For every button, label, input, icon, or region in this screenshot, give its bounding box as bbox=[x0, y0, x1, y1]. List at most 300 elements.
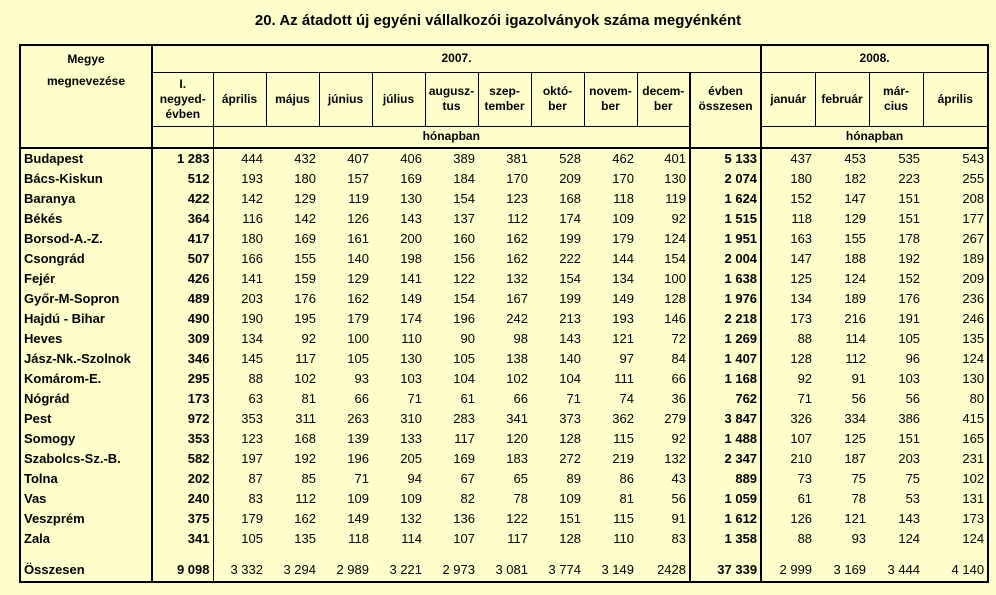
value-cell: 122 bbox=[453, 271, 475, 286]
value-cell: 173 bbox=[923, 509, 988, 529]
value-cell: 128 bbox=[559, 531, 581, 546]
value-cell: 283 bbox=[453, 411, 475, 426]
county-name: Szabolcs-Sz.-B. bbox=[20, 449, 152, 469]
value-cell: 147 bbox=[844, 191, 867, 206]
value-cell: 71 bbox=[566, 391, 581, 406]
table-row bbox=[20, 148, 988, 169]
spacer-cell bbox=[425, 549, 478, 559]
value-cell: 97 bbox=[619, 351, 634, 366]
total-value-cell: 2 989 bbox=[319, 559, 372, 582]
table-row bbox=[20, 389, 988, 409]
value-cell: 90 bbox=[460, 331, 475, 346]
value-cell: 124 bbox=[898, 531, 921, 546]
value-cell: 169 bbox=[294, 231, 316, 246]
value-cell: 133 bbox=[400, 431, 422, 446]
county-header bbox=[20, 45, 152, 72]
total-value-cell: 2 999 bbox=[761, 559, 815, 582]
month-header-text: tember bbox=[484, 99, 525, 113]
value-cell: 142 bbox=[294, 211, 316, 226]
value-cell: 353 bbox=[241, 411, 263, 426]
value-cell: 191 bbox=[898, 311, 921, 326]
month-header-text: ber bbox=[601, 99, 620, 113]
month-header-text: I. bbox=[179, 76, 187, 91]
month-header-text: decem- bbox=[642, 84, 685, 98]
county-name: Zala bbox=[20, 529, 152, 549]
value-cell: 407 bbox=[347, 151, 369, 166]
value-cell: 73 bbox=[797, 471, 813, 486]
spacer-cell bbox=[152, 549, 213, 559]
month-header-text: ber bbox=[548, 99, 567, 113]
value-cell: 71 bbox=[354, 471, 369, 486]
value-cell: 159 bbox=[294, 271, 316, 286]
value-cell: 102 bbox=[294, 371, 316, 386]
value-cell: 132 bbox=[664, 451, 686, 466]
value-cell: 142 bbox=[241, 191, 263, 206]
spacer-cell bbox=[319, 549, 372, 559]
value-cell: 105 bbox=[898, 331, 921, 346]
value-cell: 111 bbox=[614, 371, 634, 386]
value-cell: 762 bbox=[690, 389, 761, 409]
table-header bbox=[20, 45, 988, 148]
value-cell: 119 bbox=[665, 191, 686, 206]
value-cell: 1 283 bbox=[152, 148, 213, 169]
value-cell: 147 bbox=[790, 251, 813, 266]
value-cell: 1 059 bbox=[690, 489, 761, 509]
value-cell: 426 bbox=[152, 269, 213, 289]
value-cell: 203 bbox=[241, 291, 263, 306]
value-cell: 184 bbox=[453, 171, 475, 186]
county-name: Veszprém bbox=[20, 509, 152, 529]
value-cell: 88 bbox=[248, 371, 263, 386]
county-name: Komárom-E. bbox=[20, 369, 152, 389]
value-cell: 326 bbox=[790, 411, 813, 426]
value-cell: 143 bbox=[559, 331, 581, 346]
county-name: Somogy bbox=[20, 429, 152, 449]
value-cell: 109 bbox=[559, 491, 581, 506]
value-cell: 110 bbox=[613, 531, 634, 546]
value-cell: 124 bbox=[844, 271, 867, 286]
value-cell: 140 bbox=[347, 251, 369, 266]
value-cell: 444 bbox=[241, 151, 263, 166]
value-cell: 141 bbox=[241, 271, 263, 286]
value-cell: 582 bbox=[152, 449, 213, 469]
value-cell: 1 976 bbox=[690, 289, 761, 309]
value-cell: 375 bbox=[152, 509, 213, 529]
value-cell: 130 bbox=[923, 369, 988, 389]
value-cell: 65 bbox=[513, 471, 528, 486]
month-header-text: május bbox=[275, 91, 310, 106]
county-header-line2: megnevezése bbox=[46, 74, 126, 88]
value-cell: 422 bbox=[152, 189, 213, 209]
value-cell: 154 bbox=[664, 251, 686, 266]
value-cell: 198 bbox=[400, 251, 422, 266]
county-name: Baranya bbox=[20, 189, 152, 209]
value-cell: 92 bbox=[797, 371, 813, 386]
table-row bbox=[20, 329, 988, 349]
value-cell: 263 bbox=[347, 411, 369, 426]
value-cell: 173 bbox=[152, 389, 213, 409]
total-row bbox=[20, 559, 988, 582]
table-row bbox=[20, 289, 988, 309]
county-name: Budapest bbox=[20, 148, 152, 169]
value-cell: 242 bbox=[506, 311, 528, 326]
total-value-cell: 3 294 bbox=[266, 559, 319, 582]
value-cell: 86 bbox=[619, 471, 634, 486]
value-cell: 130 bbox=[400, 191, 422, 206]
value-cell: 128 bbox=[664, 291, 686, 306]
value-cell: 180 bbox=[241, 231, 263, 246]
value-cell: 120 bbox=[506, 431, 528, 446]
value-cell: 56 bbox=[905, 391, 921, 406]
value-cell: 199 bbox=[559, 231, 581, 246]
county-name: Bács-Kiskun bbox=[20, 169, 152, 189]
value-cell: 83 bbox=[248, 491, 263, 506]
total-value-cell: 3 149 bbox=[584, 559, 637, 582]
value-cell: 84 bbox=[671, 351, 686, 366]
spacer-cell bbox=[478, 549, 531, 559]
value-cell: 151 bbox=[898, 191, 921, 206]
value-cell: 102 bbox=[923, 469, 988, 489]
year-2007-header: 2007. bbox=[152, 45, 761, 72]
value-cell: 432 bbox=[294, 151, 316, 166]
spacer-cell bbox=[815, 549, 869, 559]
value-cell: 125 bbox=[844, 431, 867, 446]
value-cell: 83 bbox=[671, 531, 686, 546]
value-cell: 437 bbox=[790, 151, 813, 166]
value-cell: 140 bbox=[559, 351, 581, 366]
month-header-2007-9 bbox=[637, 72, 690, 126]
value-cell: 213 bbox=[559, 311, 581, 326]
value-cell: 130 bbox=[400, 351, 422, 366]
value-cell: 141 bbox=[400, 271, 422, 286]
value-cell: 415 bbox=[923, 409, 988, 429]
value-cell: 535 bbox=[898, 151, 921, 166]
year-total-header bbox=[690, 72, 761, 126]
table-row bbox=[20, 269, 988, 289]
value-cell: 143 bbox=[898, 511, 921, 526]
value-cell: 490 bbox=[152, 309, 213, 329]
value-cell: 118 bbox=[613, 191, 634, 206]
value-cell: 310 bbox=[400, 411, 422, 426]
value-cell: 1 612 bbox=[690, 509, 761, 529]
value-cell: 178 bbox=[898, 231, 921, 246]
value-cell: 71 bbox=[797, 391, 813, 406]
value-cell: 109 bbox=[400, 491, 422, 506]
value-cell: 92 bbox=[671, 431, 686, 446]
month-header-2007-0 bbox=[152, 72, 213, 126]
value-cell: 117 bbox=[454, 431, 475, 446]
value-cell: 81 bbox=[301, 391, 316, 406]
month-header-text: augusz- bbox=[428, 84, 475, 98]
value-cell: 43 bbox=[671, 471, 686, 486]
month-header-text: októ- bbox=[542, 84, 573, 98]
value-cell: 128 bbox=[790, 351, 813, 366]
total-value-cell: 3 081 bbox=[478, 559, 531, 582]
value-cell: 130 bbox=[664, 171, 686, 186]
value-cell: 96 bbox=[905, 351, 921, 366]
spacer-cell bbox=[531, 549, 584, 559]
value-cell: 179 bbox=[347, 311, 369, 326]
county-name: Győr-M-Sopron bbox=[20, 289, 152, 309]
value-cell: 157 bbox=[347, 171, 369, 186]
spacer-cell bbox=[923, 549, 988, 559]
value-cell: 138 bbox=[506, 351, 528, 366]
value-cell: 170 bbox=[612, 171, 634, 186]
value-cell: 1 951 bbox=[690, 229, 761, 249]
value-cell: 116 bbox=[242, 211, 263, 226]
month-header-text: július bbox=[382, 91, 415, 106]
value-cell: 489 bbox=[152, 289, 213, 309]
value-cell: 85 bbox=[301, 471, 316, 486]
value-cell: 71 bbox=[407, 391, 422, 406]
value-cell: 81 bbox=[619, 491, 634, 506]
month-header-2007-5 bbox=[425, 72, 478, 126]
value-cell: 92 bbox=[671, 211, 686, 226]
value-cell: 223 bbox=[898, 171, 921, 186]
value-cell: 528 bbox=[559, 151, 581, 166]
month-header-text: negyed- bbox=[159, 91, 206, 106]
value-cell: 174 bbox=[559, 211, 581, 226]
value-cell: 255 bbox=[923, 169, 988, 189]
value-cell: 196 bbox=[453, 311, 475, 326]
table-row bbox=[20, 409, 988, 429]
month-header-text: tus bbox=[442, 99, 461, 113]
county-name: Vas bbox=[20, 489, 152, 509]
table-row bbox=[20, 249, 988, 269]
value-cell: 401 bbox=[664, 151, 686, 166]
county-name: Pest bbox=[20, 409, 152, 429]
value-cell: 114 bbox=[401, 531, 422, 546]
table-row bbox=[20, 449, 988, 469]
month-header-2007-3 bbox=[319, 72, 372, 126]
value-cell: 149 bbox=[612, 291, 634, 306]
value-cell: 124 bbox=[664, 231, 686, 246]
value-cell: 61 bbox=[797, 491, 813, 506]
value-cell: 189 bbox=[844, 291, 867, 306]
year-2008-header: 2008. bbox=[761, 45, 988, 72]
table-row bbox=[20, 369, 988, 389]
value-cell: 109 bbox=[347, 491, 369, 506]
value-cell: 102 bbox=[506, 371, 528, 386]
value-cell: 1 269 bbox=[690, 329, 761, 349]
statistics-table bbox=[19, 44, 989, 583]
value-cell: 462 bbox=[612, 151, 634, 166]
value-cell: 205 bbox=[400, 451, 422, 466]
value-cell: 240 bbox=[152, 489, 213, 509]
value-cell: 155 bbox=[844, 231, 867, 246]
value-cell: 163 bbox=[790, 231, 813, 246]
value-cell: 208 bbox=[923, 189, 988, 209]
value-cell: 346 bbox=[152, 349, 213, 369]
value-cell: 135 bbox=[294, 531, 316, 546]
value-cell: 197 bbox=[241, 451, 263, 466]
value-cell: 36 bbox=[671, 391, 686, 406]
table-body bbox=[20, 148, 988, 582]
value-cell: 134 bbox=[241, 331, 263, 346]
value-cell: 168 bbox=[559, 191, 581, 206]
table-row bbox=[20, 189, 988, 209]
value-cell: 187 bbox=[844, 451, 867, 466]
total-value-cell: 3 332 bbox=[213, 559, 266, 582]
month-header-text: már- bbox=[883, 84, 910, 98]
value-cell: 124 bbox=[923, 349, 988, 369]
value-cell: 117 bbox=[295, 351, 316, 366]
value-cell: 119 bbox=[348, 191, 369, 206]
value-cell: 1 638 bbox=[690, 269, 761, 289]
spacer-row bbox=[20, 549, 988, 559]
value-cell: 2 074 bbox=[690, 169, 761, 189]
month-header-2007-2 bbox=[266, 72, 319, 126]
value-cell: 222 bbox=[559, 251, 581, 266]
value-cell: 200 bbox=[400, 231, 422, 246]
county-name: Hajdú - Bihar bbox=[20, 309, 152, 329]
value-cell: 169 bbox=[400, 171, 422, 186]
value-cell: 180 bbox=[294, 171, 316, 186]
total-value-cell: 2428 bbox=[637, 559, 690, 582]
value-cell: 107 bbox=[453, 531, 475, 546]
value-cell: 136 bbox=[453, 511, 475, 526]
table-row bbox=[20, 429, 988, 449]
value-cell: 114 bbox=[845, 331, 867, 346]
value-cell: 134 bbox=[790, 291, 813, 306]
value-cell: 115 bbox=[613, 511, 634, 526]
table-row bbox=[20, 209, 988, 229]
value-cell: 2 218 bbox=[690, 309, 761, 329]
value-cell: 66 bbox=[354, 391, 369, 406]
value-cell: 66 bbox=[671, 371, 686, 386]
value-cell: 126 bbox=[347, 211, 369, 226]
table-row bbox=[20, 169, 988, 189]
month-header-text: cius bbox=[884, 99, 909, 113]
value-cell: 341 bbox=[152, 529, 213, 549]
spacer-cell bbox=[213, 549, 266, 559]
value-cell: 154 bbox=[559, 271, 581, 286]
month-header-text: április bbox=[937, 91, 973, 106]
value-cell: 149 bbox=[400, 291, 422, 306]
county-header-sub bbox=[20, 72, 152, 126]
unit-2007-label: hónapban bbox=[213, 126, 690, 148]
month-header-2007-1 bbox=[213, 72, 266, 126]
value-cell: 126 bbox=[790, 511, 813, 526]
month-header-2008-1 bbox=[815, 72, 869, 126]
total-value-cell: 4 140 bbox=[923, 559, 988, 582]
value-cell: 889 bbox=[690, 469, 761, 489]
value-cell: 168 bbox=[294, 431, 316, 446]
spacer-cell bbox=[690, 549, 761, 559]
value-cell: 309 bbox=[152, 329, 213, 349]
month-header-text: február bbox=[821, 91, 863, 106]
county-name: Békés bbox=[20, 209, 152, 229]
value-cell: 134 bbox=[612, 271, 634, 286]
value-cell: 88 bbox=[797, 331, 813, 346]
unit-2008-label: hónapban bbox=[761, 126, 988, 148]
value-cell: 311 bbox=[295, 411, 316, 426]
value-cell: 166 bbox=[241, 251, 263, 266]
value-cell: 165 bbox=[923, 429, 988, 449]
value-cell: 144 bbox=[612, 251, 634, 266]
value-cell: 193 bbox=[612, 311, 634, 326]
table-row bbox=[20, 509, 988, 529]
value-cell: 1 407 bbox=[690, 349, 761, 369]
value-cell: 93 bbox=[851, 531, 867, 546]
value-cell: 94 bbox=[407, 471, 422, 486]
total-value-cell: 3 221 bbox=[372, 559, 425, 582]
spacer-cell bbox=[20, 549, 152, 559]
value-cell: 267 bbox=[923, 229, 988, 249]
value-cell: 173 bbox=[790, 311, 813, 326]
month-header-2008-2 bbox=[869, 72, 923, 126]
value-cell: 125 bbox=[790, 271, 813, 286]
county-name: Csongrád bbox=[20, 249, 152, 269]
value-cell: 174 bbox=[400, 311, 422, 326]
value-cell: 137 bbox=[453, 211, 475, 226]
value-cell: 128 bbox=[559, 431, 581, 446]
value-cell: 389 bbox=[453, 151, 475, 166]
value-cell: 167 bbox=[506, 291, 528, 306]
value-cell: 103 bbox=[898, 371, 921, 386]
county-name: Fejér bbox=[20, 269, 152, 289]
county-name: Borsod-A.-Z. bbox=[20, 229, 152, 249]
value-cell: 132 bbox=[400, 511, 422, 526]
total-value-cell: 3 444 bbox=[869, 559, 923, 582]
spacer-cell bbox=[372, 549, 425, 559]
total-header-bottom bbox=[690, 126, 761, 148]
total-value-cell: 37 339 bbox=[690, 559, 761, 582]
table-row bbox=[20, 229, 988, 249]
value-cell: 216 bbox=[844, 311, 867, 326]
value-cell: 362 bbox=[612, 411, 634, 426]
value-cell: 88 bbox=[797, 531, 813, 546]
value-cell: 162 bbox=[347, 291, 369, 306]
value-cell: 202 bbox=[152, 469, 213, 489]
table-row bbox=[20, 489, 988, 509]
value-cell: 63 bbox=[248, 391, 263, 406]
value-cell: 91 bbox=[671, 511, 686, 526]
value-cell: 179 bbox=[241, 511, 263, 526]
value-cell: 61 bbox=[460, 391, 475, 406]
value-cell: 100 bbox=[664, 271, 686, 286]
value-cell: 122 bbox=[506, 511, 528, 526]
value-cell: 56 bbox=[671, 491, 686, 506]
county-header-bottom bbox=[20, 126, 152, 148]
value-cell: 334 bbox=[844, 411, 867, 426]
value-cell: 123 bbox=[241, 431, 263, 446]
value-cell: 1 624 bbox=[690, 189, 761, 209]
value-cell: 169 bbox=[453, 451, 475, 466]
value-cell: 453 bbox=[844, 151, 867, 166]
value-cell: 162 bbox=[506, 231, 528, 246]
value-cell: 152 bbox=[790, 191, 813, 206]
value-cell: 219 bbox=[612, 451, 634, 466]
value-cell: 193 bbox=[241, 171, 263, 186]
value-cell: 124 bbox=[923, 529, 988, 549]
value-cell: 182 bbox=[844, 171, 867, 186]
value-cell: 177 bbox=[923, 209, 988, 229]
value-cell: 196 bbox=[347, 451, 369, 466]
month-header-2007-4 bbox=[372, 72, 425, 126]
value-cell: 152 bbox=[898, 271, 921, 286]
value-cell: 93 bbox=[354, 371, 369, 386]
total-label: Összesen bbox=[20, 559, 152, 582]
value-cell: 162 bbox=[506, 251, 528, 266]
table-title: 20. Az átadott új egyéni vállalkozói igazolványok száma megyénként bbox=[254, 12, 742, 29]
value-cell: 154 bbox=[453, 191, 475, 206]
value-cell: 1 515 bbox=[690, 209, 761, 229]
value-cell: 507 bbox=[152, 249, 213, 269]
value-cell: 170 bbox=[506, 171, 528, 186]
spacer-cell bbox=[761, 549, 815, 559]
value-cell: 189 bbox=[923, 249, 988, 269]
